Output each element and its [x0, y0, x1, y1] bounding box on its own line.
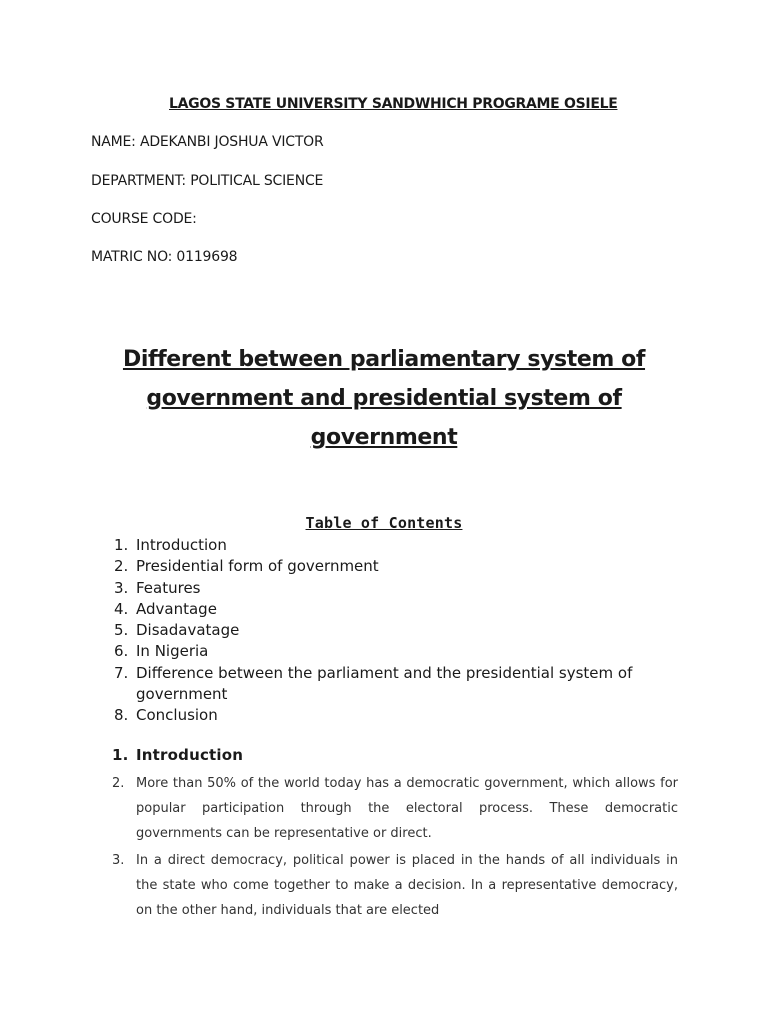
- paragraph-text: More than 50% of the world today has a democratic government, which allows for popular participation through the electoral process. These democratic governments can be representative or direct.: [136, 776, 678, 842]
- toc-heading: Table of Contents: [305, 514, 463, 532]
- toc-item-text: Difference between the parliament and the presidential system of government: [136, 663, 633, 704]
- toc-item: [114, 535, 694, 556]
- toc-item-number: 8.: [114, 706, 129, 725]
- table-of-contents: [114, 535, 694, 727]
- student-name: NAME: ADEKANBI JOSHUA VICTOR: [91, 134, 324, 150]
- section-number: 1.: [112, 746, 129, 764]
- paragraph: [112, 848, 678, 924]
- toc-item: [114, 578, 694, 599]
- department: DEPARTMENT: POLITICAL SCIENCE: [91, 173, 324, 189]
- toc-item-text: In Nigeria: [136, 642, 209, 661]
- course-code: COURSE CODE:: [91, 211, 197, 227]
- section-heading: [112, 746, 243, 764]
- toc-item-number: 1.: [114, 536, 129, 554]
- toc-item-text: Introduction: [136, 536, 227, 554]
- paragraph-number: 2.: [112, 776, 125, 791]
- toc-item-number: 2.: [114, 557, 129, 576]
- body-paragraphs: [112, 771, 678, 924]
- toc-item-number: 4.: [114, 599, 129, 618]
- toc-item-text: Presidential form of government: [136, 557, 379, 576]
- toc-item-text: Conclusion: [136, 706, 218, 725]
- paragraph: [112, 771, 678, 847]
- toc-item: [114, 599, 694, 620]
- toc-item: [114, 620, 694, 641]
- toc-item: [114, 641, 694, 662]
- document-title: Different between parliamentary system of government and presidential system of government: [122, 347, 646, 450]
- section-title: Introduction: [136, 746, 244, 764]
- matric-number: MATRIC NO: 0119698: [91, 249, 238, 265]
- toc-item-number: 7.: [114, 663, 129, 682]
- university-title: LAGOS STATE UNIVERSITY SANDWHICH PROGRAME OSIELE: [169, 96, 618, 112]
- toc-item-number: 6.: [114, 642, 129, 661]
- paragraph-number: 3.: [112, 852, 125, 868]
- toc-item-number: 3.: [114, 578, 129, 597]
- toc-item-text: Disadavatage: [136, 621, 240, 640]
- paragraph-text: In a direct democracy, political power is placed in the hands of all individuals in the state who come together to make a decision. In a representative democracy, on the other hand, individuals that are elected: [136, 852, 678, 919]
- toc-item: [114, 663, 694, 706]
- toc-item-text: Features: [136, 578, 201, 597]
- toc-item-number: 5.: [114, 621, 129, 640]
- toc-item: [114, 556, 694, 577]
- toc-item-text: Advantage: [136, 599, 217, 618]
- toc-item: [114, 705, 694, 726]
